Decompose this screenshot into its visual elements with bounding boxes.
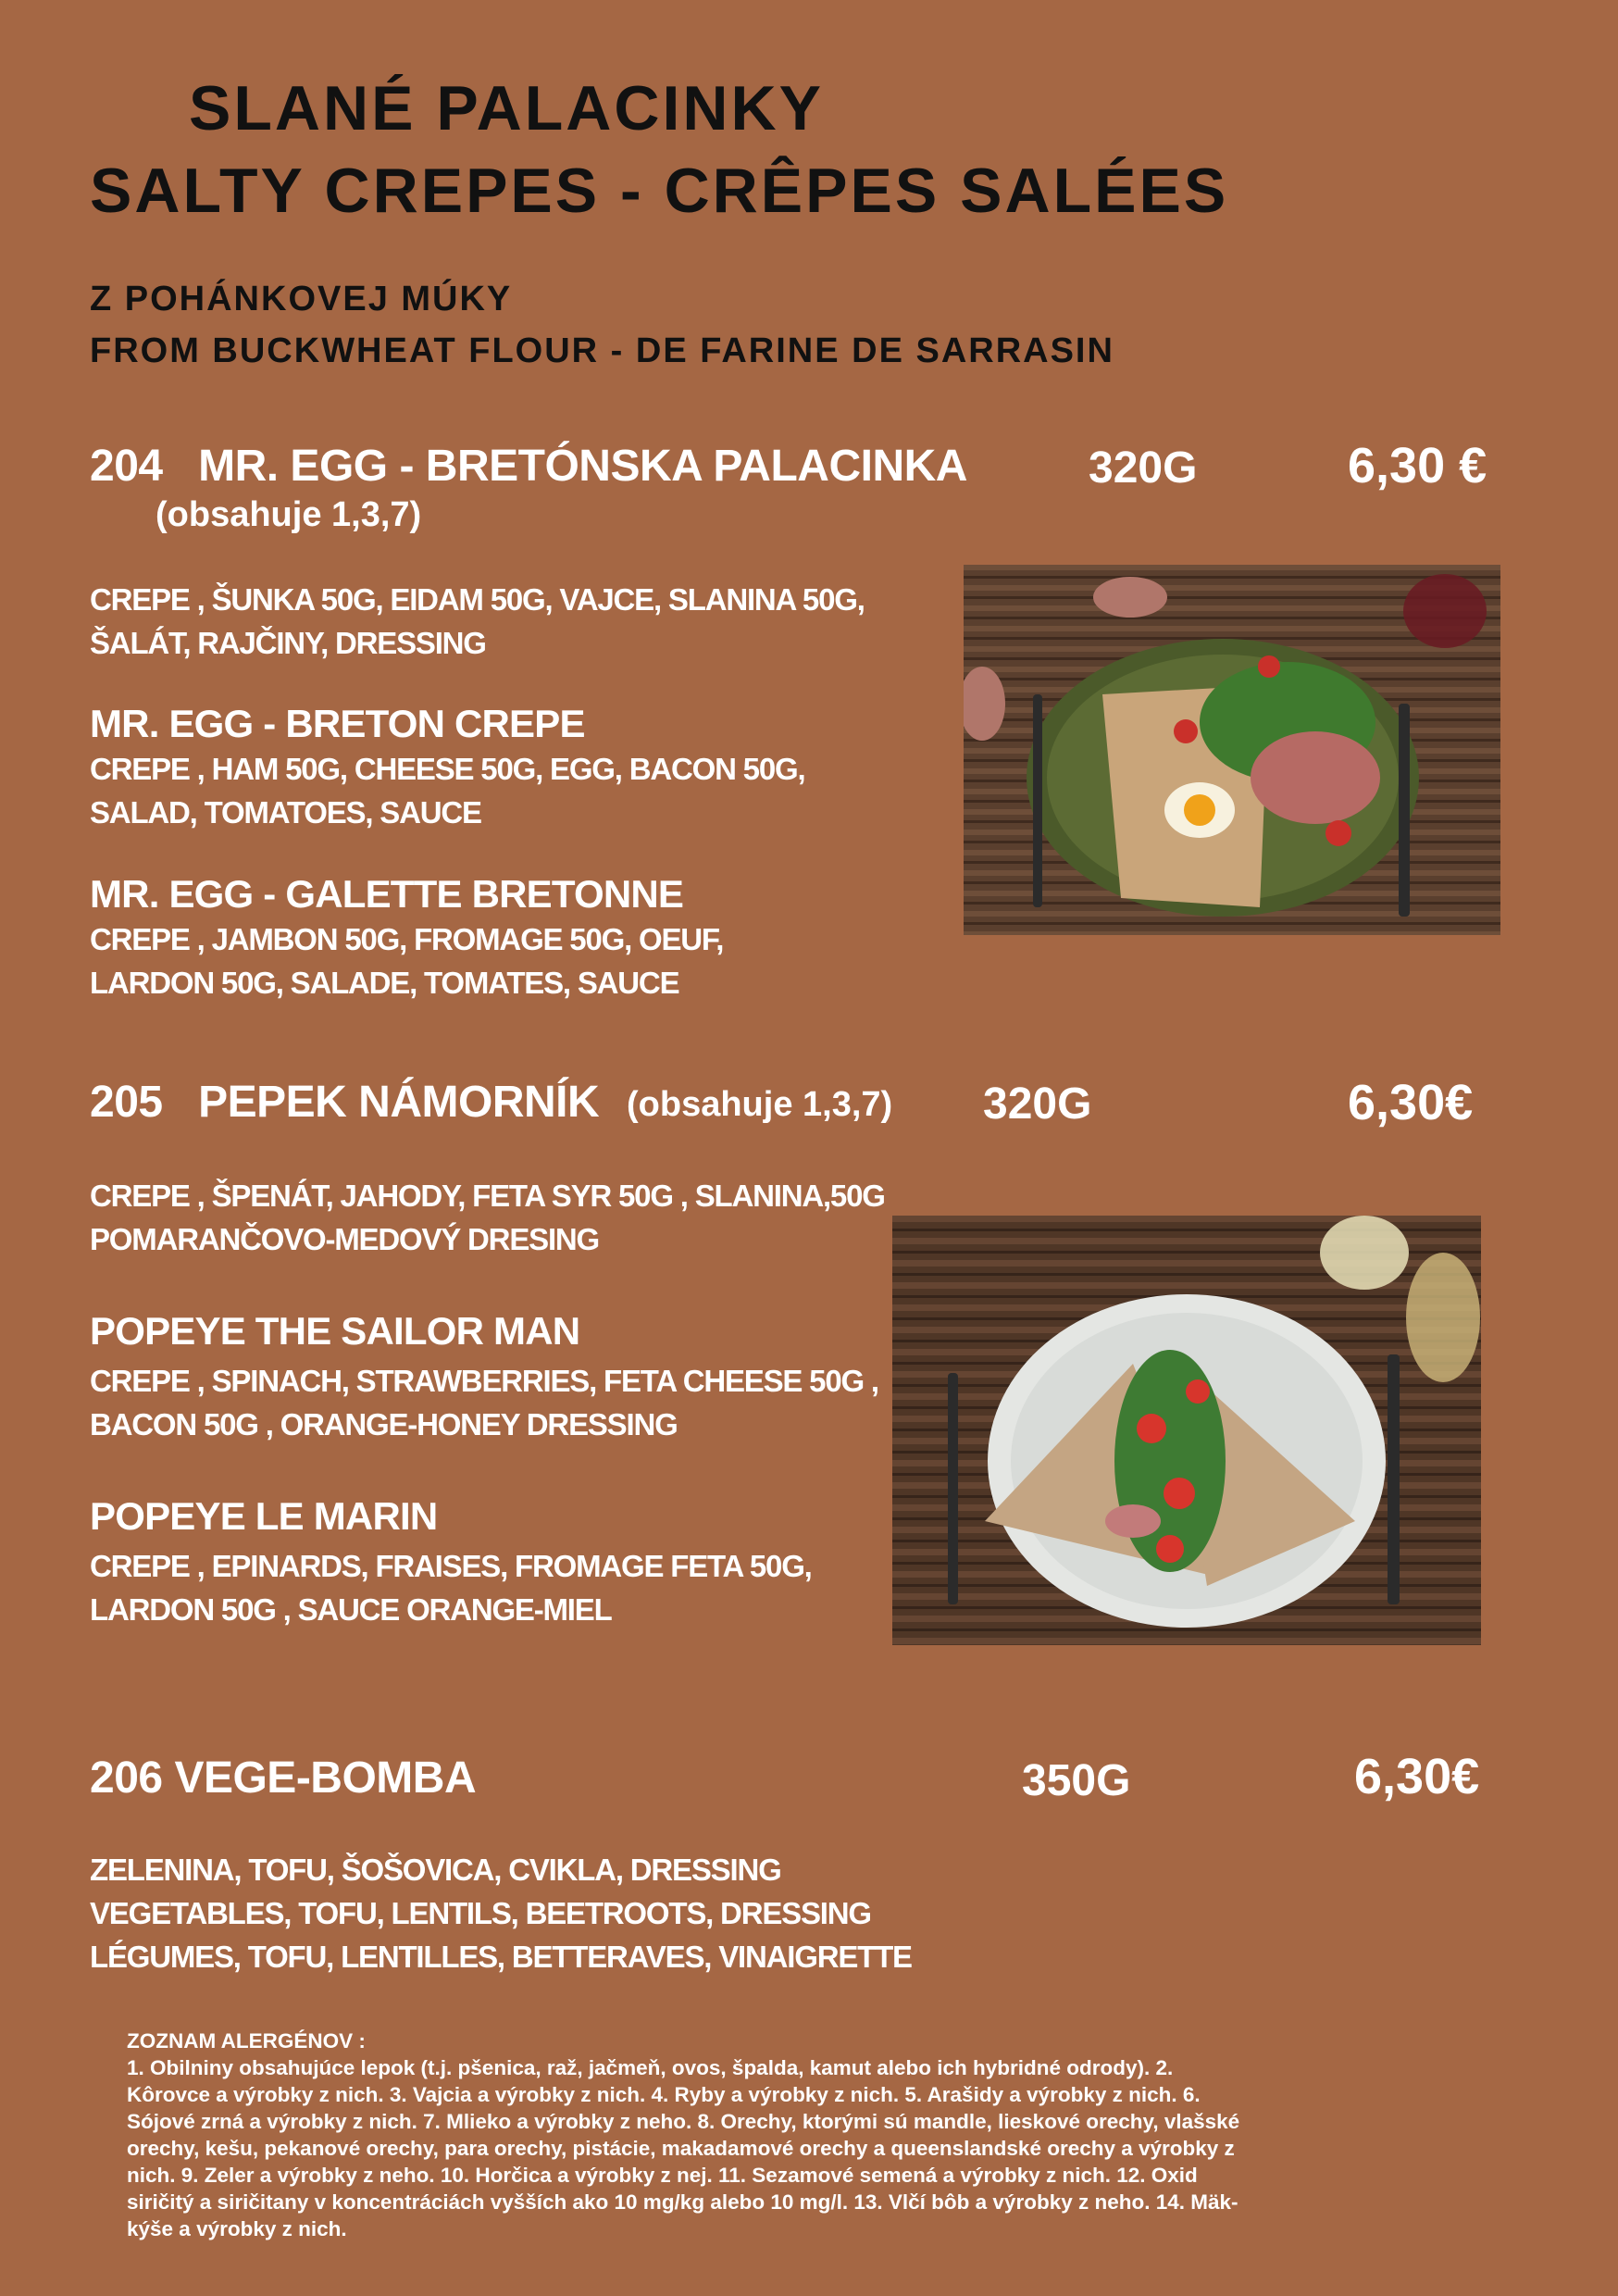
item-number: 204: [90, 442, 163, 491]
page-subtitle: SALTY CREPES - CRÊPES SALÉES: [90, 156, 1229, 226]
description-line: CREPE , EPINARDS, FRAISES, FROMAGE FETA 50G,: [90, 1549, 812, 1583]
item-heading: [90, 441, 967, 492]
page-title: SLANÉ PALACINKY: [189, 73, 824, 144]
description-line: LARDON 50G , SAUCE ORANGE-MIEL: [90, 1592, 612, 1627]
item-weight: 320G: [983, 1079, 1092, 1129]
item-name: PEPEK NÁMORNÍK: [198, 1078, 600, 1127]
description-line: ŠALÁT, RAJČINY, DRESSING: [90, 626, 486, 660]
crepe-photo-popeye: [892, 1216, 1481, 1645]
description-line: CREPE , HAM 50G, CHEESE 50G, EGG, BACON 50G,: [90, 752, 805, 786]
item-number: 205: [90, 1078, 163, 1127]
allergen-line: Sójové zrná a výrobky z nich. 7. Mlieko a výrobky z neho. 8. Orechy, ktorými sú mandle, lieskové orechy, vlašské: [127, 2110, 1240, 2133]
item-heading: [90, 1753, 476, 1803]
flour-note-en-fr: FROM BUCKWHEAT FLOUR - DE FARINE DE SARRASIN: [90, 331, 1114, 370]
description-line: CREPE , JAMBON 50G, FROMAGE 50G, OEUF,: [90, 922, 724, 956]
item-price: 6,30€: [1348, 1075, 1474, 1130]
item-weight: 320G: [1089, 443, 1198, 493]
item-title-en: POPEYE THE SAILOR MAN: [90, 1309, 580, 1353]
description-line: POMARANČOVO-MEDOVÝ DRESING: [90, 1222, 600, 1256]
description-line: SALAD, TOMATOES, SAUCE: [90, 795, 481, 830]
item-description: [90, 1848, 912, 1978]
item-number: 206: [90, 1753, 163, 1803]
item-allergens: (obsahuje 1,3,7): [156, 495, 422, 534]
item-name: VEGE-BOMBA: [174, 1753, 477, 1803]
crepe-photo-mr-egg: [964, 565, 1500, 935]
item-title-fr: POPEYE LE MARIN: [90, 1494, 438, 1538]
item-price: 6,30€: [1354, 1749, 1480, 1804]
description-line: ZELENINA, TOFU, ŠOŠOVICA, CVIKLA, DRESSING: [90, 1853, 781, 1887]
item-description-sk: [90, 1174, 885, 1261]
description-line: LARDON 50G, SALADE, TOMATES, SAUCE: [90, 966, 679, 1000]
allergen-line: nich. 9. Zeler a výrobky z neho. 10. Horčica a výrobky z nej. 11. Sezamové semená a výrobky z nich. 12. Oxid: [127, 2164, 1198, 2187]
description-line: LÉGUMES, TOFU, LENTILLES, BETTERAVES, VINAIGRETTE: [90, 1940, 912, 1974]
allergen-line: kýše a výrobky z nich.: [127, 2217, 347, 2240]
item-allergens: (obsahuje 1,3,7): [627, 1085, 893, 1124]
item-title-fr: MR. EGG - GALETTE BRETONNE: [90, 872, 684, 916]
description-line: VEGETABLES, TOFU, LENTILS, BEETROOTS, DRESSING: [90, 1896, 871, 1930]
item-heading: [90, 1077, 599, 1128]
description-line: CREPE , ŠUNKA 50G, EIDAM 50G, VAJCE, SLANINA 50G,: [90, 582, 865, 617]
allergen-line: 1. Obilniny obsahujúce lepok (t.j. pšenica, raž, jačmeň, ovos, špalda, kamut alebo ich hybridné odrody). 2.: [127, 2056, 1174, 2079]
allergen-line: siričitý a siričitany v koncentráciách vyšších ako 10 mg/kg alebo 10 mg/l. 13. Vlčí bôb a výrobky z neho. 14. Mäk-: [127, 2190, 1238, 2214]
description-line: CREPE , SPINACH, STRAWBERRIES, FETA CHEESE 50G ,: [90, 1364, 878, 1398]
flour-note-sk: Z POHÁNKOVEJ MÚKY: [90, 280, 513, 318]
description-line: BACON 50G , ORANGE-HONEY DRESSING: [90, 1407, 678, 1441]
item-description-en: [90, 1359, 878, 1446]
item-title-en: MR. EGG - BRETON CREPE: [90, 702, 585, 745]
allergen-list: [127, 2028, 1552, 2242]
item-weight: 350G: [1022, 1756, 1131, 1805]
item-price: 6,30 €: [1348, 438, 1487, 493]
allergen-list-title: ZOZNAM ALERGÉNOV :: [127, 2029, 366, 2053]
allergen-line: orechy, kešu, pekanové orechy, para orechy, pistácie, makadamové orechy a queenslandské orechy a výrobky z: [127, 2137, 1235, 2160]
allergen-line: Kôrovce a výrobky z nich. 3. Vajcia a výrobky z nich. 4. Ryby a výrobky z nich. 5. Arašidy a výrobky z nich. 6.: [127, 2083, 1201, 2106]
item-description-en: [90, 747, 804, 834]
item-description-fr: [90, 917, 723, 1004]
item-description-fr: [90, 1544, 812, 1631]
description-line: CREPE , ŠPENÁT, JAHODY, FETA SYR 50G , SLANINA,50G: [90, 1179, 885, 1213]
item-name: MR. EGG - BRETÓNSKA PALACINKA: [198, 442, 967, 491]
item-description-sk: [90, 578, 865, 665]
